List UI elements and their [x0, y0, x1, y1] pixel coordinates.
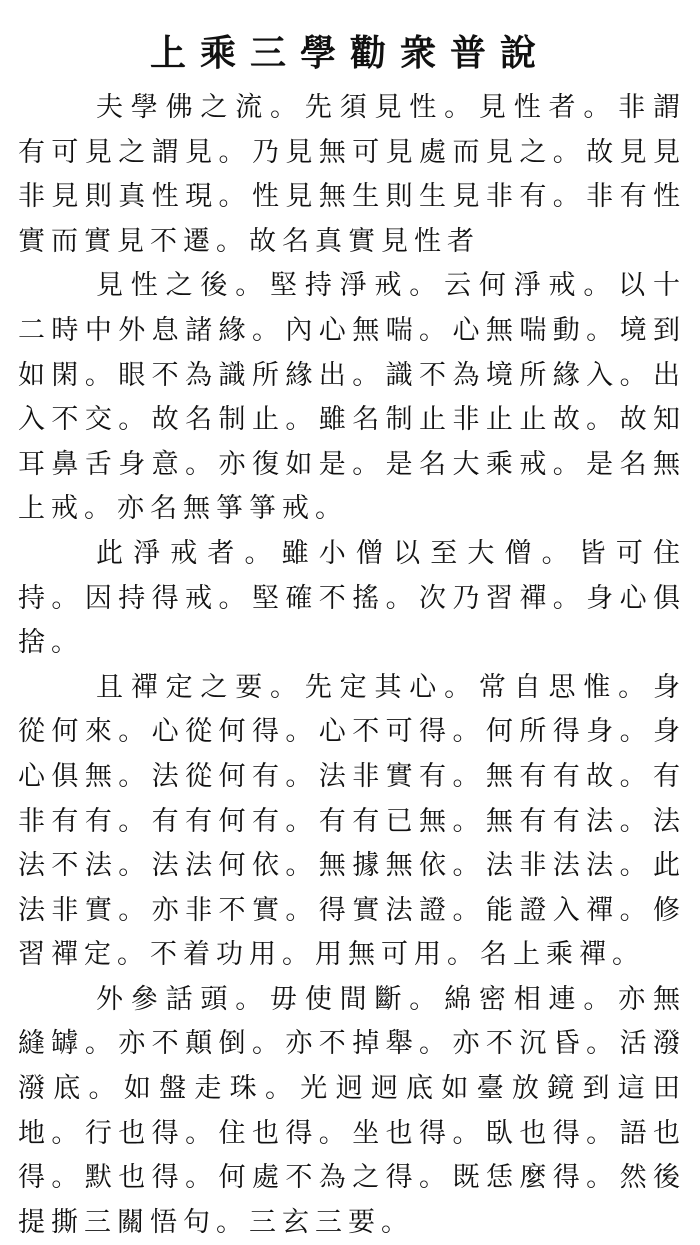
- paragraph-precepts: 見性之後。堅持淨戒。云何淨戒。以十二時中外息諸緣。內心無喘。心無喘動。境到如閑。眼不為識所緣出。識不為境所緣入。出入不交。故名制止。雖名制止非止止故。故知耳鼻舌身意。亦復如是。是名大乘戒。是名無上戒。亦名無箏箏戒。: [18, 270, 686, 525]
- page-title: 上乘三學勸衆普說: [149, 32, 550, 75]
- document-body: [18, 86, 686, 1245]
- paragraph-meditation: 且禪定之要。先定其心。常自思惟。身從何來。心從何得。心不可得。何所得身。身心俱無。法從何有。法非實有。無有有故。有非有有。有有何有。有有已無。無有有法。法法不法。法法何依。無據無依。法非法法。此法非實。亦非不實。得實法證。能證入禪。修習禪定。不着功用。用無可用。名上乘禪。: [18, 671, 686, 971]
- paragraph-seeing-nature: 夫學佛之流。先須見性。見性者。非謂有可見之謂見。乃見無可見處而見之。故見見非見則真性現。性見無生則生見非有。非有性實而實見不遷。故名真實見性者: [18, 92, 686, 257]
- paragraph-huatou: 外參話頭。毋使間斷。綿密相連。亦無縫罅。亦不顛倒。亦不掉舉。亦不沉昏。活潑潑底。如盤走珠。光迥迥底如臺放鏡到這田地。行也得。住也得。坐也得。臥也得。語也得。默也得。何處不為之得。既恁麼得。然後提撕三關悟句。三玄三要。: [18, 983, 686, 1238]
- paragraph-keeping-precepts: 此淨戒者。雖小僧以至大僧。皆可住持。因持得戒。堅確不搖。次乃習禪。身心俱捨。: [18, 537, 686, 659]
